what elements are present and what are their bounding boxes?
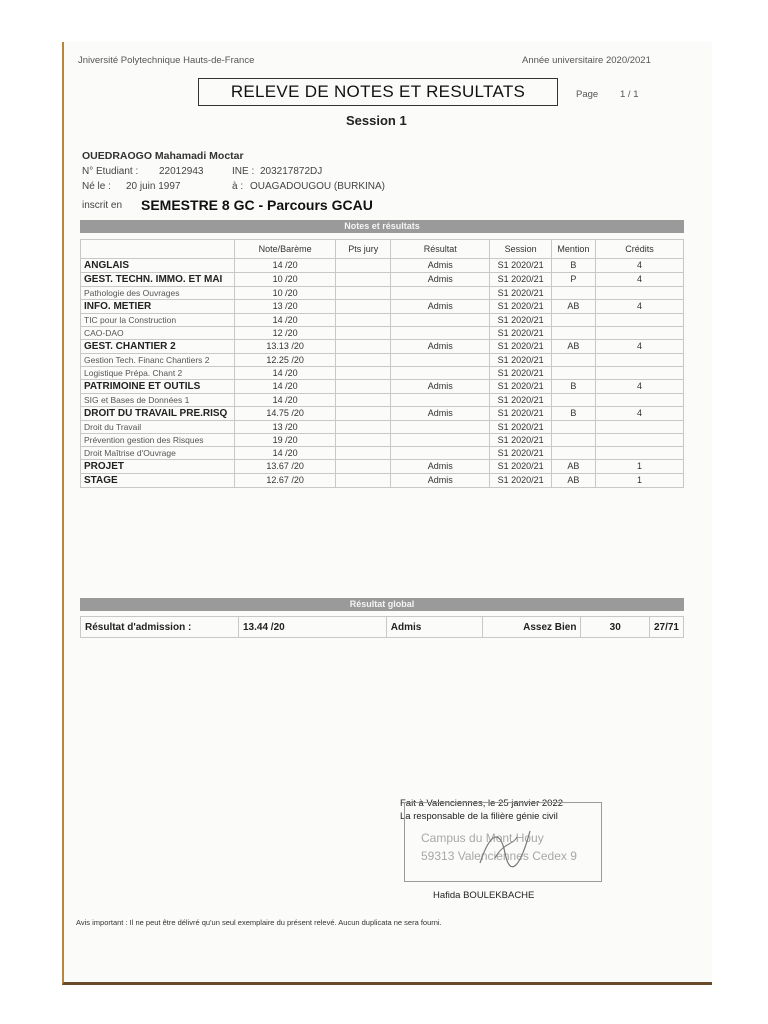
cell-credits (595, 314, 683, 327)
cell-result: Admis (391, 300, 490, 314)
submodule-row (81, 434, 684, 447)
cell-label: Logistique Prépa. Chant 2 (81, 367, 235, 380)
cell-jury (336, 460, 391, 474)
cell-session: S1 2020/21 (490, 474, 552, 488)
cell-note: 14.75 /20 (235, 407, 336, 421)
cell-mention: P (551, 273, 595, 287)
cell-note: 14 /20 (235, 394, 336, 407)
cell-mention: AB (551, 300, 595, 314)
cell-label: DROIT DU TRAVAIL PRE.RISQ (81, 407, 235, 421)
cell-mention (551, 421, 595, 434)
grades-table (80, 239, 684, 488)
cell-note: 12.25 /20 (235, 354, 336, 367)
cell-note: 14 /20 (235, 314, 336, 327)
cell-label: Droit Maîtrise d'Ouvrage (81, 447, 235, 460)
cell-note: 13 /20 (235, 300, 336, 314)
cell-credits (595, 287, 683, 300)
cell-jury (336, 447, 391, 460)
column-header-mention: Mention (551, 240, 595, 259)
cell-credits: 4 (595, 273, 683, 287)
admission-label: Résultat d'admission : (81, 617, 239, 638)
cell-label: INFO. METIER (81, 300, 235, 314)
academic-year: Année universitaire 2020/2021 (522, 55, 651, 66)
column-header-module (81, 240, 235, 259)
page-label: Page (576, 89, 599, 100)
cell-jury (336, 287, 391, 300)
cell-session: S1 2020/21 (490, 354, 552, 367)
cell-result: Admis (391, 340, 490, 354)
module-row (81, 300, 684, 314)
cell-label: TIC pour la Construction (81, 314, 235, 327)
column-header-note: Note/Barème (235, 240, 336, 259)
column-header-result: Résultat (391, 240, 490, 259)
cell-label: GEST. TECHN. IMMO. ET MAI (81, 273, 235, 287)
birthplace: OUAGADOUGOU (BURKINA) (250, 181, 386, 192)
module-row (81, 380, 684, 394)
cell-note: 14 /20 (235, 380, 336, 394)
cell-label: ANGLAIS (81, 259, 235, 273)
submodule-row (81, 354, 684, 367)
cell-result (391, 434, 490, 447)
page-number: 1 / 1 (620, 89, 639, 100)
cell-jury (336, 259, 391, 273)
cell-label: Pathologie des Ouvrages (81, 287, 235, 300)
cell-credits (595, 354, 683, 367)
cell-note: 13.67 /20 (235, 460, 336, 474)
cell-jury (336, 394, 391, 407)
admission-credits: 30 (581, 617, 650, 638)
cell-mention (551, 367, 595, 380)
cell-note: 14 /20 (235, 367, 336, 380)
cell-jury (336, 421, 391, 434)
stamp-line-1: Campus du Mont Houy (421, 831, 544, 845)
submodule-row (81, 421, 684, 434)
cell-mention (551, 314, 595, 327)
column-header-jury: Pts jury (336, 240, 391, 259)
submodule-row (81, 367, 684, 380)
cell-session: S1 2020/21 (490, 447, 552, 460)
cell-label: GEST. CHANTIER 2 (81, 340, 235, 354)
session-title: Session 1 (346, 113, 407, 128)
cell-result: Admis (391, 380, 490, 394)
cell-label: STAGE (81, 474, 235, 488)
cell-credits (595, 394, 683, 407)
submodule-row (81, 327, 684, 340)
cell-session: S1 2020/21 (490, 407, 552, 421)
important-notice: Avis important : Il ne peut être délivré qu'un seul exemplaire du présent relevé. Aucun duplicata ne sera fourni. (76, 918, 442, 927)
cell-mention (551, 327, 595, 340)
cell-credits: 4 (595, 340, 683, 354)
cell-label: Gestion Tech. Financ Chantiers 2 (81, 354, 235, 367)
cell-result (391, 314, 490, 327)
cell-label: CAO-DAO (81, 327, 235, 340)
cell-note: 12 /20 (235, 327, 336, 340)
cell-note: 14 /20 (235, 447, 336, 460)
cell-jury (336, 367, 391, 380)
cell-mention (551, 287, 595, 300)
cell-mention: AB (551, 460, 595, 474)
cell-jury (336, 434, 391, 447)
cell-note: 10 /20 (235, 273, 336, 287)
cell-result (391, 421, 490, 434)
cell-note: 10 /20 (235, 287, 336, 300)
cell-result: Admis (391, 474, 490, 488)
cell-jury (336, 354, 391, 367)
cell-mention (551, 394, 595, 407)
birthplace-label: à : (232, 181, 244, 192)
cell-result: Admis (391, 259, 490, 273)
enrolled-label: inscrit en (82, 200, 123, 211)
cell-jury (336, 380, 391, 394)
column-header-session: Session (490, 240, 552, 259)
module-row (81, 340, 684, 354)
cell-credits: 4 (595, 259, 683, 273)
cell-mention (551, 447, 595, 460)
cell-result (391, 327, 490, 340)
cell-jury (336, 407, 391, 421)
transcript-sheet (62, 42, 712, 985)
ine-value: 203217872DJ (260, 166, 323, 177)
submodule-row (81, 394, 684, 407)
cell-session: S1 2020/21 (490, 273, 552, 287)
cell-result (391, 367, 490, 380)
cell-session: S1 2020/21 (490, 259, 552, 273)
module-row (81, 460, 684, 474)
cell-result (391, 287, 490, 300)
cell-result (391, 354, 490, 367)
global-result-table (80, 616, 684, 638)
cell-label: PATRIMOINE ET OUTILS (81, 380, 235, 394)
cell-credits (595, 434, 683, 447)
cell-jury (336, 300, 391, 314)
cell-credits: 1 (595, 474, 683, 488)
cell-session: S1 2020/21 (490, 340, 552, 354)
admission-result: Admis (386, 617, 482, 638)
cell-jury (336, 327, 391, 340)
signature-place-date: Fait à Valenciennes, le 25 janvier 2022 (400, 798, 564, 809)
student-id-label: N° Etudiant : (82, 166, 139, 177)
cell-result: Admis (391, 407, 490, 421)
stamp-line-2: 59313 Valenciennes Cedex 9 (421, 849, 577, 863)
cell-result: Admis (391, 273, 490, 287)
cell-session: S1 2020/21 (490, 421, 552, 434)
submodule-row (81, 314, 684, 327)
cell-session: S1 2020/21 (490, 300, 552, 314)
cell-session: S1 2020/21 (490, 327, 552, 340)
cell-label: SIG et Bases de Données 1 (81, 394, 235, 407)
cell-session: S1 2020/21 (490, 314, 552, 327)
birth-date: 20 juin 1997 (126, 181, 181, 192)
cell-jury (336, 340, 391, 354)
cell-note: 19 /20 (235, 434, 336, 447)
cell-credits (595, 367, 683, 380)
cell-label: Prévention gestion des Risques (81, 434, 235, 447)
cell-jury (336, 314, 391, 327)
cell-credits: 1 (595, 460, 683, 474)
cell-session: S1 2020/21 (490, 434, 552, 447)
submodule-row (81, 287, 684, 300)
cell-session: S1 2020/21 (490, 380, 552, 394)
cell-jury (336, 474, 391, 488)
cell-session: S1 2020/21 (490, 367, 552, 380)
university-stamp (404, 802, 602, 882)
cell-result (391, 447, 490, 460)
cell-note: 13.13 /20 (235, 340, 336, 354)
cell-result: Admis (391, 460, 490, 474)
signature-role: La responsable de la filière génie civil (400, 811, 558, 822)
program-name: SEMESTRE 8 GC - Parcours GCAU (141, 197, 373, 213)
cell-session: S1 2020/21 (490, 287, 552, 300)
module-row (81, 474, 684, 488)
admission-mention: Assez Bien (483, 617, 581, 638)
cell-result (391, 394, 490, 407)
cell-credits (595, 447, 683, 460)
handwritten-signature-icon (475, 823, 535, 871)
global-result-row (81, 617, 684, 638)
cell-mention: AB (551, 340, 595, 354)
cell-credits: 4 (595, 407, 683, 421)
grades-body (81, 259, 684, 488)
cell-label: PROJET (81, 460, 235, 474)
cell-credits (595, 421, 683, 434)
column-header-credits: Crédits (595, 240, 683, 259)
admission-note: 13.44 /20 (239, 617, 387, 638)
document-title: RELEVE DE NOTES ET RESULTATS (198, 78, 558, 106)
cell-jury (336, 273, 391, 287)
student-id: 22012943 (159, 166, 204, 177)
cell-note: 12.67 /20 (235, 474, 336, 488)
module-row (81, 407, 684, 421)
module-row (81, 259, 684, 273)
cell-session: S1 2020/21 (490, 394, 552, 407)
cell-credits (595, 327, 683, 340)
ine-label: INE : (232, 166, 255, 177)
cell-session: S1 2020/21 (490, 460, 552, 474)
submodule-row (81, 447, 684, 460)
cell-mention (551, 354, 595, 367)
global-section-bar: Résultat global (80, 598, 684, 611)
grades-header-row (81, 240, 684, 259)
admission-rank: 27/71 (649, 617, 683, 638)
student-name: OUEDRAOGO Mahamadi Moctar (82, 150, 244, 162)
cell-mention: B (551, 380, 595, 394)
cell-mention: B (551, 259, 595, 273)
university-name: Jniversité Polytechnique Hauts-de-France (78, 55, 255, 66)
cell-mention: B (551, 407, 595, 421)
signer-name: Hafida BOULEKBACHE (433, 890, 535, 901)
cell-mention (551, 434, 595, 447)
cell-note: 14 /20 (235, 259, 336, 273)
cell-credits: 4 (595, 300, 683, 314)
cell-credits: 4 (595, 380, 683, 394)
notes-section-bar: Notes et résultats (80, 220, 684, 233)
module-row (81, 273, 684, 287)
cell-note: 13 /20 (235, 421, 336, 434)
birth-label: Né le : (82, 181, 111, 192)
cell-label: Droit du Travail (81, 421, 235, 434)
cell-mention: AB (551, 474, 595, 488)
